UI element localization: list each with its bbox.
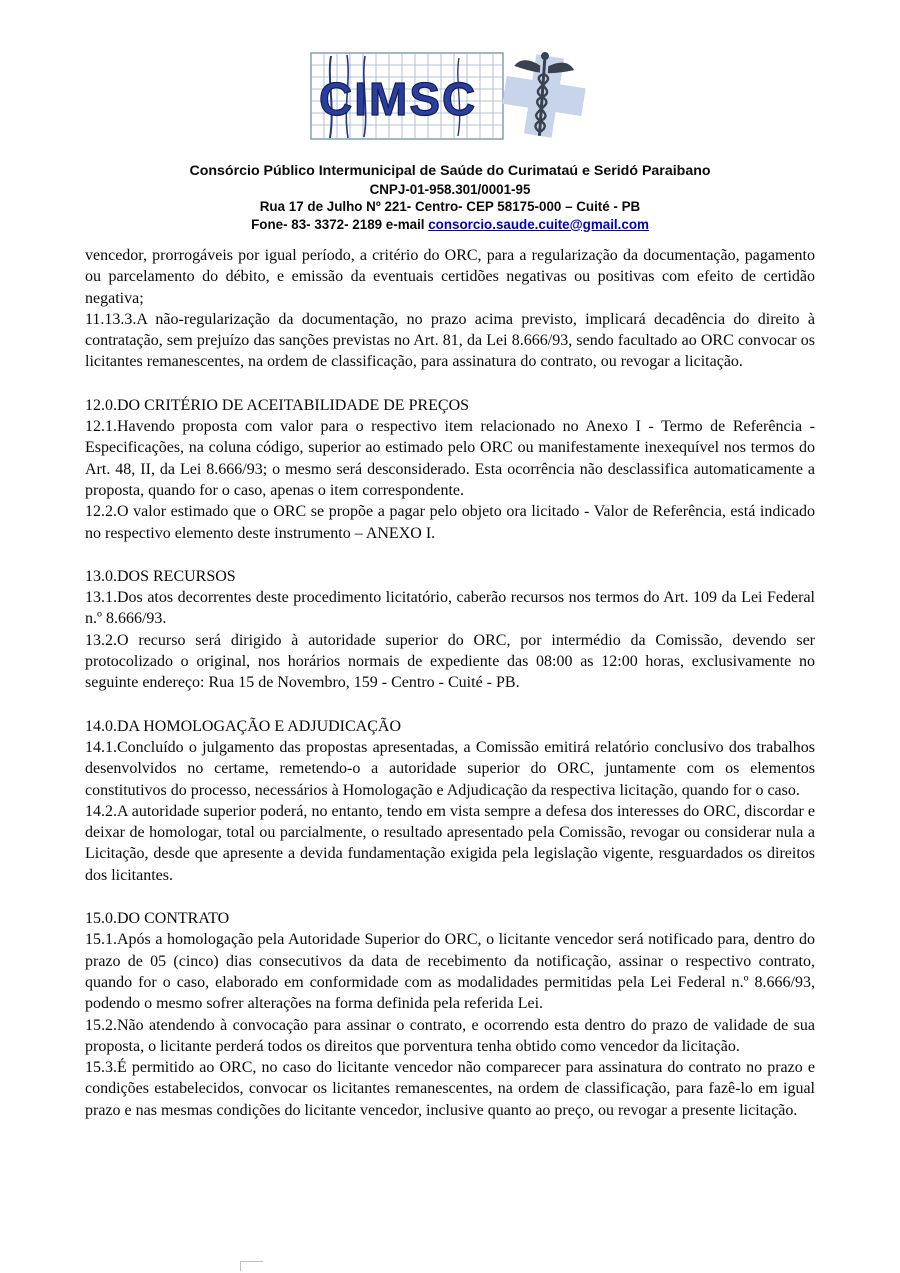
paragraph: 12.1.Havendo proposta com valor para o respectivo item relacionado no Anexo I - Termo de Referência - Especificações, na coluna código, superior ao estimado pelo ORC ou manifestamente inexequível nos termos do Art. 48, II, da Lei 8.666/93; o mesmo será desconsiderado. Esta ocorrência não desclassifica automaticamente a proposta, quando for o caso, apenas o item correspondente. [85,418,815,499]
blank-line [85,886,815,908]
org-header [85,163,815,233]
paragraph: 13.2.O recurso será dirigido à autoridade superior do ORC, por intermédio da Comissão, devendo ser protocolizado o original, nos horários normais de expediente das 08:00 as 12:00 horas, exclusivamente no seguinte endereço: Rua 15 de Novembro, 159 - Centro - Cuité - PB. [85,631,815,692]
paragraph: 15.2.Não atendendo à convocação para assinar o contrato, e ocorrendo esta dentro do prazo de validade de sua proposta, o licitante perderá todos os direitos que porventura tenha obtido como vencedor da licitação. [85,1016,815,1055]
blank-line [85,373,815,395]
org-address: Rua 17 de Julho Nº 221- Centro- CEP 58175-000 – Cuité - PB [259,199,641,214]
blank-line [85,694,815,716]
section-heading: 14.0.DA HOMOLOGAÇÃO E ADJUDICAÇÃO [85,717,402,735]
org-cnpj: CNPJ-01-958.301/0001-95 [369,181,531,197]
section-heading: 15.0.DO CONTRATO [85,910,230,928]
paragraph: vencedor, prorrogáveis por igual período, a critério do ORC, para a regularização da documentação, pagamento ou parcelamento do débito, e emissão da eventuais certidões negativas ou positivas com efeito de certidão negativa; [85,247,815,307]
org-phone-label: Fone- 83- 3372- 2189 e-mail [251,216,429,232]
org-contact [85,216,815,234]
paragraph: 14.2.A autoridade superior poderá, no entanto, tendo em vista sempre a defesa dos interesses do ORC, discordar e deixar de homologar, total ou parcialmente, o resultado apresentado pela Comissão, revogar ou considerar nula a Licitação, desde que apresente a devida fundamentação exigida pela legislação vigente, resguardados os direitos dos licitantes. [85,802,815,884]
paragraph: 12.2.O valor estimado que o ORC se propõe a pagar pelo objeto ora licitado - Valor de Referência, está indicado no respectivo elemento deste instrumento – ANEXO I. [85,503,815,542]
paragraph: 14.1.Concluído o julgamento das propostas apresentadas, a Comissão emitirá relatório conclusivo dos trabalhos desenvolvidos no certame, remetendo-o a autoridade superior do ORC, juntamente com os elementos constitutivos do processo, necessários à Homologação e Adjudicação da respectiva licitação, quando for o caso. [85,738,815,799]
blank-line [85,544,815,566]
paragraph: 13.1.Dos atos decorrentes deste procedimento licitatório, caberão recursos nos termos do Art. 109 da Lei Federal n.º 8.666/93. [85,589,815,628]
paragraph: 15.1.Após a homologação pela Autoridade Superior do ORC, o licitante vencedor será notificado para, dentro do prazo de 05 (cinco) dias consecutivos da data de recebimento da notificação, assinar o respectivo contrato, quando for o caso, elaborado em conformidade com as modalidades permitidas pela Lei Federal n.º 8.666/93, podendo o mesmo sofrer alterações na forma definida pela referida Lei. [85,931,815,1013]
section-heading: 13.0.DOS RECURSOS [85,567,236,585]
paragraph: 11.13.3.A não-regularização da documentação, no prazo acima previsto, implicará decadência do direito à contratação, sem prejuízo das sanções previstas no Art. 81, da Lei 8.666/93, sendo facultado ao ORC convocar os licitantes remanescentes, na ordem de classificação, para assinatura do contrato, ou revogar a licitação. [85,310,815,371]
document-body [85,245,815,1121]
paragraph: 15.3.É permitido ao ORC, no caso do licitante vencedor não comparecer para assinatura do contrato no prazo e condições estabelecidos, convocar os licitantes remanescentes, na ordem de classificação, para fazê-lo em igual prazo e nas mesmas condições do licitante vencedor, inclusive quanto ao preço, ou revogar a presente licitação. [85,1059,815,1119]
cimsc-logo [309,50,591,144]
page-bottom-artifact [240,1261,263,1271]
logo-container [85,50,815,149]
org-name: Consórcio Público Intermunicipal de Saúde do Curimataú e Seridó Paraibano [189,163,711,179]
section-heading: 12.0.DO CRITÉRIO DE ACEITABILIDADE DE PREÇOS [85,396,470,414]
email-link[interactable]: consorcio.saude.cuite@gmail.com [428,216,649,232]
logo-wordmark: CIMSC [319,73,478,125]
